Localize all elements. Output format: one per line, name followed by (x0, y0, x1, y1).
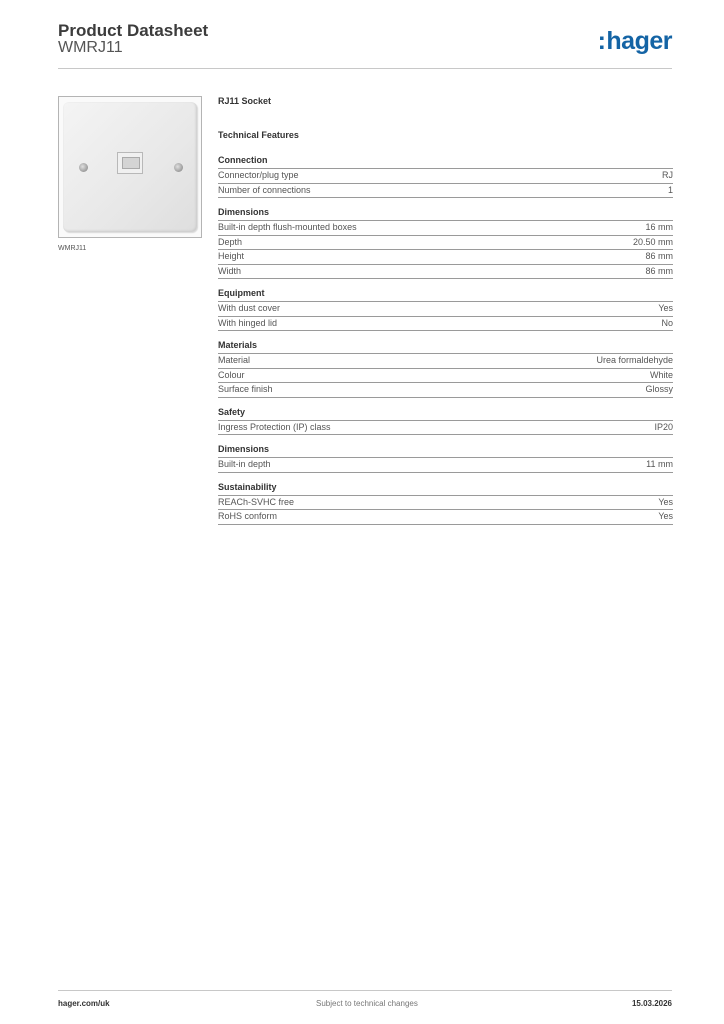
section-title: Connection (218, 155, 673, 169)
footer-date: 15.03.2026 (631, 999, 672, 1008)
spec-value: Yes (658, 303, 673, 313)
spec-value: RJ (662, 170, 673, 180)
section-title: Sustainability (218, 482, 673, 496)
jack-opening (122, 157, 140, 169)
spec-label: Height (218, 251, 245, 261)
spec-content (218, 96, 673, 525)
spec-value: White (649, 369, 673, 380)
spec-section (218, 288, 673, 331)
spec-label: Ingress Protection (IP) class (218, 421, 331, 432)
spec-label: Material (218, 355, 251, 365)
spec-row (218, 184, 673, 199)
spec-label: Depth (218, 236, 243, 247)
spec-row (218, 302, 673, 317)
hager-logo (598, 27, 672, 56)
section-title: Materials (218, 340, 673, 354)
spec-row (218, 236, 673, 251)
header-subtitle: WMRJ11 (58, 39, 123, 56)
spec-value: 11 mm (646, 459, 673, 469)
spec-row (218, 421, 673, 436)
spec-section (218, 444, 673, 473)
spec-value: Yes (658, 496, 673, 507)
spec-label: Built-in depth flush-mounted boxes (218, 222, 357, 232)
screw-right-icon (174, 163, 183, 172)
spec-value: 86 mm (645, 265, 673, 276)
spec-label: With dust cover (218, 303, 281, 313)
spec-value: 20.50 mm (632, 236, 673, 247)
spec-label: Built-in depth (218, 459, 271, 469)
spec-row (218, 221, 673, 236)
footer-notice: Subject to technical changes (316, 999, 418, 1008)
spec-label: Colour (218, 369, 245, 380)
screw-left-icon (79, 163, 88, 172)
spec-value: 86 mm (645, 251, 673, 261)
spec-row (218, 369, 673, 384)
spec-section (218, 155, 673, 198)
spec-value: IP20 (654, 421, 673, 432)
spec-label: With hinged lid (218, 317, 278, 328)
spec-section (218, 340, 673, 398)
spec-label: Number of connections (218, 184, 311, 195)
header-title: Product Datasheet (58, 21, 209, 40)
socket-plate (63, 102, 197, 232)
footer-website[interactable]: hager.com/uk (58, 999, 110, 1008)
features-heading: Technical Features (218, 130, 299, 140)
image-caption: WMRJ11 (58, 245, 87, 252)
spec-section (218, 482, 673, 525)
footer-rule (58, 990, 672, 991)
spec-value: No (661, 317, 673, 328)
spec-section (218, 407, 673, 436)
spec-value: Urea formaldehyde (596, 355, 673, 365)
spec-row (218, 354, 673, 369)
spec-label: Surface finish (218, 384, 273, 394)
spec-value: Glossy (645, 384, 673, 394)
section-title: Safety (218, 407, 673, 421)
spec-label: REACh-SVHC free (218, 496, 295, 507)
logo-colon-mark: : (597, 27, 606, 55)
spec-row (218, 169, 673, 184)
spec-row (218, 510, 673, 525)
spec-row (218, 496, 673, 511)
spec-value: Yes (658, 511, 673, 521)
rj11-jack-icon (117, 152, 143, 174)
spec-value: 1 (667, 184, 673, 195)
spec-sections (218, 155, 673, 525)
section-title: Dimensions (218, 444, 673, 458)
spec-label: Width (218, 265, 242, 276)
product-name: RJ11 Socket (218, 96, 272, 106)
section-title: Dimensions (218, 207, 673, 221)
spec-value: 16 mm (645, 222, 673, 232)
spec-section (218, 207, 673, 279)
spec-row (218, 265, 673, 280)
spec-label: RoHS conform (218, 511, 278, 521)
section-title: Equipment (218, 288, 673, 302)
logo-text: hager (606, 27, 672, 55)
spec-row (218, 458, 673, 473)
product-image (58, 96, 202, 238)
spec-row (218, 383, 673, 398)
spec-row (218, 250, 673, 265)
spec-label: Connector/plug type (218, 170, 299, 180)
spec-row (218, 317, 673, 332)
header-rule (58, 68, 672, 69)
